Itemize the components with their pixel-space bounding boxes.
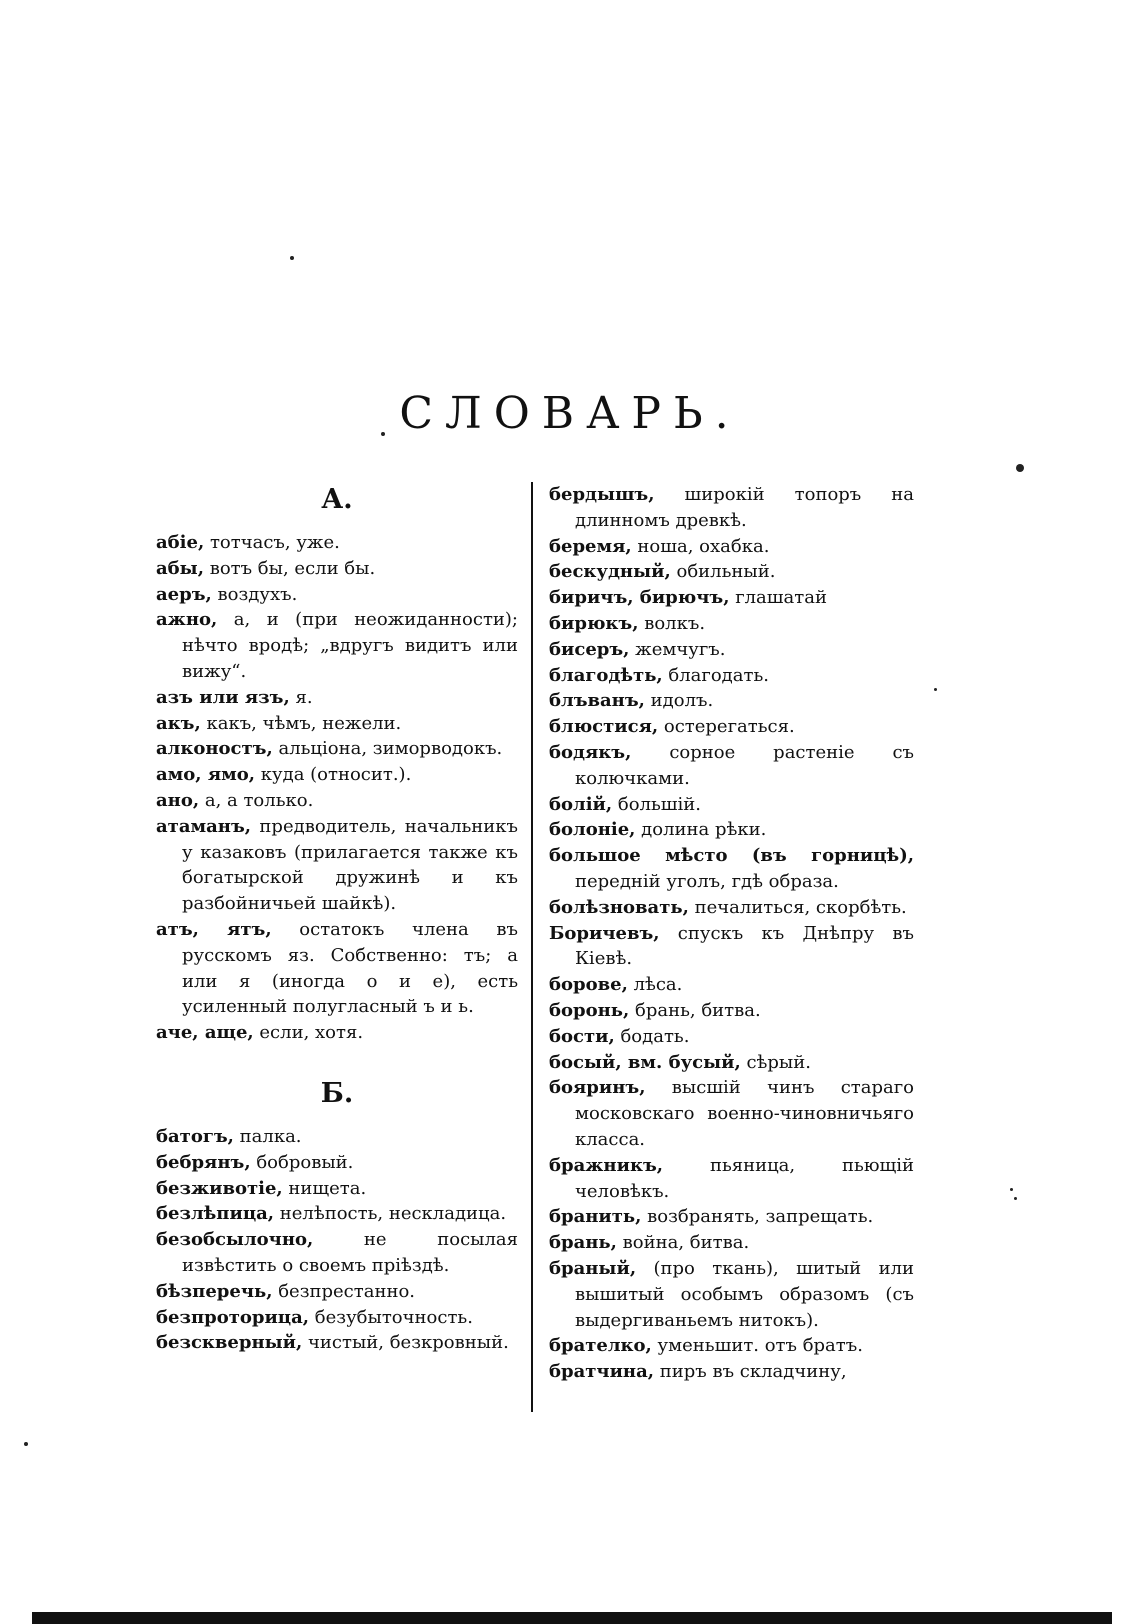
dictionary-entry: [156, 685, 518, 711]
section-letter: Б.: [320, 1077, 354, 1109]
entry-headword: браный,: [549, 1257, 637, 1279]
dictionary-entry: [156, 1227, 518, 1279]
entry-definition: возбранять, запрещать.: [641, 1206, 874, 1228]
entry-definition: высшій чинъ стараго московскаго военно-чиновничьяго класса.: [575, 1077, 914, 1150]
dictionary-entry: [549, 1075, 914, 1152]
dictionary-entry: [549, 534, 914, 560]
column-divider: [531, 482, 533, 1412]
entry-definition: (про ткань), шитый или вышитый особымъ образомъ (съ выдергиваньемъ нитокъ).: [575, 1257, 914, 1331]
entry-headword: болѣзновать,: [549, 896, 689, 918]
entry-headword: ано,: [156, 789, 200, 811]
entry-headword: бисеръ,: [549, 638, 630, 660]
print-speck: [1010, 1188, 1013, 1191]
entry-definition: печалиться, скорбѣть.: [688, 896, 907, 918]
print-speck: [290, 256, 294, 260]
entry-definition: обильный.: [670, 561, 776, 583]
dictionary-entry: [549, 817, 914, 843]
dictionary-entry: [156, 530, 518, 556]
entry-headword: аче, аще,: [156, 1022, 254, 1044]
entry-headword: безлѣпица,: [156, 1203, 275, 1225]
entry-definition: альціона, зиморводокъ.: [272, 738, 503, 760]
entry-definition: долина рѣки.: [635, 819, 767, 841]
entry-definition: не посылая извѣстить о своемъ пріѣздѣ.: [182, 1229, 518, 1276]
entry-definition: пьяница, пьющій человѣкъ.: [575, 1154, 914, 1202]
dictionary-entry: [156, 1305, 518, 1331]
dictionary-entry: [549, 843, 914, 895]
entry-headword: бебрянъ,: [156, 1151, 251, 1173]
entry-headword: бодякъ,: [549, 741, 632, 763]
entry-definition: брань, битва.: [629, 999, 761, 1021]
dictionary-entry: [549, 895, 914, 921]
page-bottom-edge: [32, 1612, 1112, 1624]
entry-headword: акъ,: [156, 712, 201, 734]
entry-headword: азъ или язъ,: [156, 686, 290, 708]
entry-headword: болій,: [549, 793, 613, 815]
print-speck: [934, 688, 937, 691]
dictionary-entry: [549, 611, 914, 637]
entry-headword: бѣзперечь,: [156, 1280, 273, 1302]
entry-headword: бранить,: [549, 1206, 642, 1228]
entry-definition: нелѣпость, нескладица.: [274, 1203, 507, 1225]
entry-definition: спускъ къ Днѣпру въ Кіевѣ.: [575, 922, 914, 970]
dictionary-entry: [156, 1176, 518, 1202]
entry-headword: атъ, ятъ,: [156, 918, 272, 940]
dictionary-entry: [549, 1050, 914, 1076]
dictionary-entry: [549, 714, 914, 740]
dictionary-entry: [156, 607, 518, 684]
entry-definition: нищета.: [282, 1177, 367, 1199]
entry-headword: бирюкъ,: [549, 612, 639, 634]
entry-definition: ноша, охабка.: [631, 535, 770, 557]
dictionary-entry: [549, 792, 914, 818]
entry-definition: благодать.: [662, 664, 769, 686]
entry-headword: блъванъ,: [549, 690, 645, 712]
entry-headword: безпроторица,: [156, 1306, 310, 1328]
dictionary-entry: [156, 1279, 518, 1305]
entry-headword: амо, ямо,: [156, 764, 256, 786]
entry-definition: безпрестанно.: [272, 1280, 416, 1302]
entry-definition: если, хотя.: [253, 1022, 364, 1044]
entry-headword: благодѣть,: [549, 664, 663, 686]
entry-headword: бердышъ,: [549, 484, 655, 505]
dictionary-entry: [156, 814, 518, 917]
entry-definition: широкій топоръ на длинномъ древкѣ.: [575, 484, 914, 531]
dictionary-entry: [549, 482, 914, 534]
dictionary-entry: [549, 998, 914, 1024]
entry-headword: атаманъ,: [156, 815, 252, 837]
entry-definition: я.: [289, 686, 313, 708]
entry-definition: волкъ.: [638, 612, 706, 634]
entry-headword: босый, вм. бусый,: [549, 1051, 741, 1073]
entry-definition: воздухъ.: [211, 583, 298, 605]
entry-definition: большій.: [612, 793, 702, 815]
dictionary-entry: [156, 917, 518, 1020]
entry-definition: палка.: [233, 1125, 302, 1147]
entry-headword: блюстися,: [549, 716, 659, 738]
dictionary-entry: [156, 1150, 518, 1176]
entry-definition: бобровый.: [250, 1151, 354, 1173]
print-speck: [24, 1442, 28, 1446]
dictionary-entry: [549, 663, 914, 689]
dictionary-entry: [549, 688, 914, 714]
entry-headword: биричъ, бирючъ,: [549, 587, 730, 609]
dictionary-entry: [156, 736, 518, 762]
dictionary-entry: [549, 1256, 914, 1333]
entry-headword: большое мѣсто (въ горницѣ),: [549, 845, 914, 867]
entry-definition: сорное растеніе съ колючками.: [575, 741, 914, 789]
dictionary-entry: [549, 637, 914, 663]
entry-headword: бражникъ,: [549, 1154, 664, 1176]
dictionary-entry: [156, 711, 518, 737]
print-speck: [1016, 464, 1024, 472]
dictionary-entry: [549, 559, 914, 585]
dictionary-entry: [549, 585, 914, 611]
entry-definition: война, битва.: [616, 1232, 750, 1254]
entry-definition: сѣрый.: [740, 1051, 811, 1073]
entry-headword: бости,: [549, 1025, 615, 1047]
entry-headword: батогъ,: [156, 1125, 234, 1147]
dictionary-entry: [549, 1230, 914, 1256]
entry-headword: беремя,: [549, 535, 632, 557]
entry-headword: болоніе,: [549, 819, 636, 841]
entry-headword: борове,: [549, 974, 628, 996]
entry-headword: бескудный,: [549, 561, 671, 583]
dictionary-column-left: [156, 482, 518, 1356]
entry-definition: какъ, чѣмъ, нежели.: [200, 712, 402, 734]
dictionary-entry: [156, 762, 518, 788]
entry-definition: уменьшит. отъ братъ.: [651, 1335, 863, 1357]
entry-definition: пиръ въ складчину,: [654, 1361, 847, 1383]
section-letter: А.: [321, 484, 353, 515]
dictionary-entry: [156, 1201, 518, 1227]
print-speck: [381, 432, 385, 436]
entry-definition: остатокъ члена въ русскомъ яз. Собственно: тъ; а или я (иногда о и е), есть усиленный полугласный ъ и ь.: [182, 918, 518, 1018]
entry-headword: боронь,: [549, 999, 630, 1021]
entry-headword: абіе,: [156, 532, 205, 553]
entry-headword: аеръ,: [156, 583, 212, 605]
entry-headword: Боричевъ,: [549, 922, 660, 944]
dictionary-entry: [549, 1333, 914, 1359]
entry-headword: ажно,: [156, 609, 218, 631]
dictionary-entry: [156, 1124, 518, 1150]
entry-headword: безживотіе,: [156, 1177, 283, 1199]
dictionary-entry: [156, 556, 518, 582]
entry-definition: безубыточность.: [309, 1306, 473, 1328]
entry-definition: чистый, безкровный.: [302, 1332, 509, 1354]
entry-definition: лѣса.: [627, 974, 683, 996]
entry-headword: безобсылочно,: [156, 1229, 314, 1251]
entry-headword: брателко,: [549, 1335, 652, 1357]
entry-headword: бояринъ,: [549, 1077, 646, 1099]
entry-headword: брань,: [549, 1232, 617, 1254]
print-speck: [1014, 1197, 1017, 1200]
dictionary-entry: [549, 1204, 914, 1230]
dictionary-entry: [156, 582, 518, 608]
entry-definition: а, и (при неожиданности); нѣчто вродѣ; „вдругъ видитъ или вижу“.: [182, 609, 518, 682]
entry-headword: алконостъ,: [156, 738, 273, 760]
dictionary-entry: [549, 921, 914, 973]
entry-definition: остерегаться.: [658, 716, 795, 738]
entry-definition: тотчасъ, уже.: [204, 532, 340, 553]
entry-definition: вотъ бы, если бы.: [203, 557, 376, 579]
entry-definition: жемчугъ.: [629, 638, 726, 660]
entry-definition: а, а только.: [199, 789, 314, 811]
entry-definition: бодать.: [614, 1025, 690, 1047]
dictionary-entry: [549, 1359, 914, 1385]
dictionary-column-right: [549, 482, 914, 1385]
dictionary-entry: [156, 1020, 518, 1046]
entry-headword: безскверный,: [156, 1332, 303, 1354]
dictionary-entry: [156, 788, 518, 814]
dictionary-entry: [549, 740, 914, 792]
entry-headword: братчина,: [549, 1361, 655, 1383]
dictionary-entry: [549, 972, 914, 998]
entry-definition: предводитель, начальникъ у казаковъ (прилагается также къ богатырской дружинѣ и къ разбойничьей шайкѣ).: [182, 815, 518, 915]
entry-definition: идолъ.: [644, 690, 714, 712]
entry-definition: передній уголъ, гдѣ образа.: [575, 870, 839, 892]
page-title: СЛОВАРЬ.: [399, 388, 741, 439]
dictionary-entry: [549, 1024, 914, 1050]
dictionary-entry: [549, 1153, 914, 1205]
entry-definition: куда (относит.).: [255, 764, 412, 786]
dictionary-entry: [156, 1330, 518, 1356]
entry-headword: абы,: [156, 557, 204, 579]
entry-definition: глашатай: [729, 587, 827, 609]
